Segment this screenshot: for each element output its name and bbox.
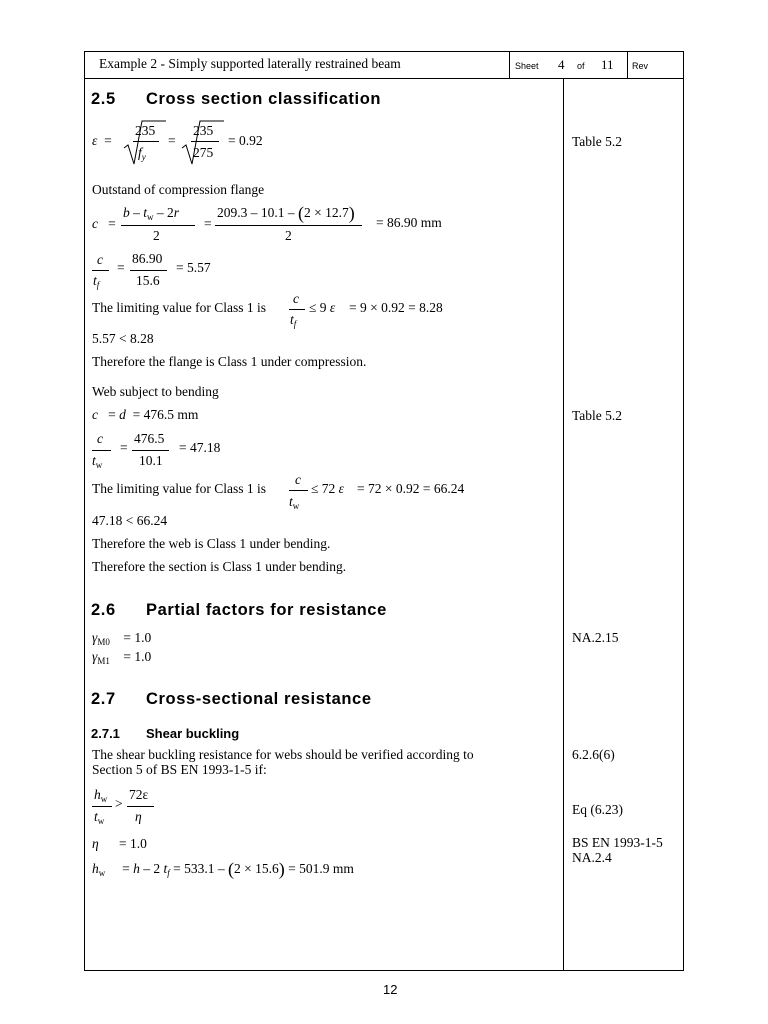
epsilon-symbol: ε = [92,133,112,148]
flange-conclusion: Therefore the flange is Class 1 under compression. [92,354,367,369]
c-numeric-num: 209.3 – 10.1 – (2 × 12.7) [217,203,355,223]
sheet-number-cell [509,52,628,78]
c-num-value: 209.3 – 10.1 – [217,205,295,220]
limit-tf: $t_f$ [290,312,297,329]
fraction-bar [121,225,195,226]
web-limit-expression: ≤ 72 ε [311,481,344,496]
ineq-den-eta: η [135,809,142,824]
eps-den-2: 275 [193,145,214,160]
sheet-header [85,52,683,79]
equals-sign: = [120,440,128,455]
fy-symbol: $f_y$ [138,145,146,162]
eta-equation: η = 1.0 [92,836,147,851]
web-conclusion: Therefore the web is Class 1 under bending. [92,536,331,551]
fraction-bar [133,141,159,142]
ratio-result: = 5.57 [176,260,211,275]
c-formula-den: 2 [153,228,160,243]
greater-than: > [115,796,123,811]
limit-c: c [293,291,299,306]
subsection-heading-2-7-1 [91,726,239,741]
c-over-tf-num: c [97,252,103,267]
sheet-number: 4 [558,57,565,72]
fraction-bar [132,450,169,451]
c-over-tw-den: $t_w$ [92,453,103,470]
revision-cell [627,52,684,78]
section-title: Cross-sectional resistance [146,690,372,708]
page-number: 12 [383,982,398,997]
section-heading-2-5 [91,90,381,109]
hw-over-tw-num: $h_w$ [94,787,108,804]
fraction-bar [127,806,154,807]
hw-result: = 501.9 mm [288,861,354,876]
ineq-num: 72ε [129,787,149,802]
section-number: 2.5 [91,90,116,108]
fraction-bar [92,450,111,451]
of-label: of [577,61,585,71]
fraction-bar [215,225,362,226]
web-c-equals-d: c = d = 476.5 mm [92,407,199,422]
web-heading: Web subject to bending [92,384,219,399]
hw-mid: = 533.1 – [173,861,225,876]
sheet-total: 11 [601,57,614,72]
flange-heading: Outstand of compression flange [92,182,265,197]
limit-expression: ≤ 9 ε [309,300,336,315]
fraction-bar [289,309,305,310]
ref-eq-6-23: Eq (6.23) [572,802,623,817]
ref-bs-en-line-2: NA.2.4 [572,850,612,865]
c-formula-num: b – $t_w - 2r$ [123,205,180,222]
sheet-title: Example 2 - Simply supported laterally restrained beam [99,56,401,71]
section-title: Partial factors for resistance [146,601,387,619]
section-title: Cross section classification [146,90,382,108]
shear-para-line-1: The shear buckling resistance for webs should be verified according to [92,747,474,762]
web-limit-c: c [295,472,301,487]
eta-value: = 1.0 [118,836,147,851]
c-result: = 86.90 mm [376,215,442,230]
c-over-tw-num: c [97,431,103,446]
reference-column-divider [563,78,564,970]
equals-sign: = [204,216,212,231]
fraction-bar [130,270,167,271]
ref-table-5-2: Table 5.2 [572,134,623,149]
web-compare: 47.18 < 66.24 [92,513,168,528]
web-ratio-den: 10.1 [139,453,163,468]
c-numeric-den: 2 [285,228,292,243]
shear-para-line-2: Section 5 of BS EN 1993-1-5 if: [92,762,267,777]
ref-na-2-15: NA.2.15 [572,630,619,645]
ref-6-2-6-6: 6.2.6(6) [572,747,615,762]
web-limit-expr-value: ≤ 72 [311,481,336,496]
section-heading-2-6 [91,601,387,620]
c-over-tf-den: $t_f$ [93,273,100,290]
gamma-m0-value: = 1.0 [123,630,152,645]
hw-paren: 2 × 15.6 [234,861,279,876]
limit-expr-value: ≤ 9 [309,300,327,315]
limit-text: The limiting value for Class 1 is [92,300,266,315]
limit-calc: = 9 × 0.92 = 8.28 [349,300,443,315]
web-limit-text: The limiting value for Class 1 is [92,481,266,496]
c-symbol: c = [92,216,116,231]
ref-bs-en-line-1: BS EN 1993-1-5 [572,835,663,850]
equals-sign: = [168,133,176,148]
section-number: 2.6 [91,601,116,619]
web-limit-calc: = 72 × 0.92 = 66.24 [357,481,465,496]
gamma-m1: $\gamma_{M1}$ = 1.0 [92,649,152,666]
equals-sign: = [117,260,125,275]
eps-num-1: 235 [135,123,156,138]
ratio-num: 86.90 [132,251,163,266]
ineq-num-value: 72 [129,787,143,802]
web-ratio-num: 476.5 [134,431,165,446]
c-paren-value: 2 × 12.7 [304,205,349,220]
gamma-m0: $\gamma_{M0}$ = 1.0 [92,630,152,647]
section-conclusion: Therefore the section is Class 1 under bending. [92,559,347,574]
web-ratio-result: = 47.18 [179,440,221,455]
ratio-den: 15.6 [136,273,160,288]
fraction-bar [191,141,219,142]
section-heading-2-7 [91,690,372,709]
sheet-label: Sheet [515,61,539,71]
subsection-number: 2.7.1 [91,726,120,741]
hw-over-tw-den: $t_w$ [94,809,105,826]
flange-compare: 5.57 < 8.28 [92,331,154,346]
gamma-m1-value: = 1.0 [123,649,152,664]
web-limit-tw: $t_w$ [289,494,300,511]
hw-equation: $h_w$ = h – 2 $t_f = 533.1 - (2 \times 15.6) = 501.9$ mm [92,859,354,879]
eps-num-2: 235 [193,123,214,138]
fraction-bar [92,270,109,271]
fraction-bar [92,806,112,807]
eps-result: = 0.92 [228,133,263,148]
rev-label: Rev [632,61,649,71]
ref-table-5-2-web: Table 5.2 [572,408,623,423]
section-number: 2.7 [91,690,116,708]
subsection-title: Shear buckling [146,726,240,741]
web-c-result: = 476.5 mm [132,407,199,422]
fraction-bar [289,490,308,491]
